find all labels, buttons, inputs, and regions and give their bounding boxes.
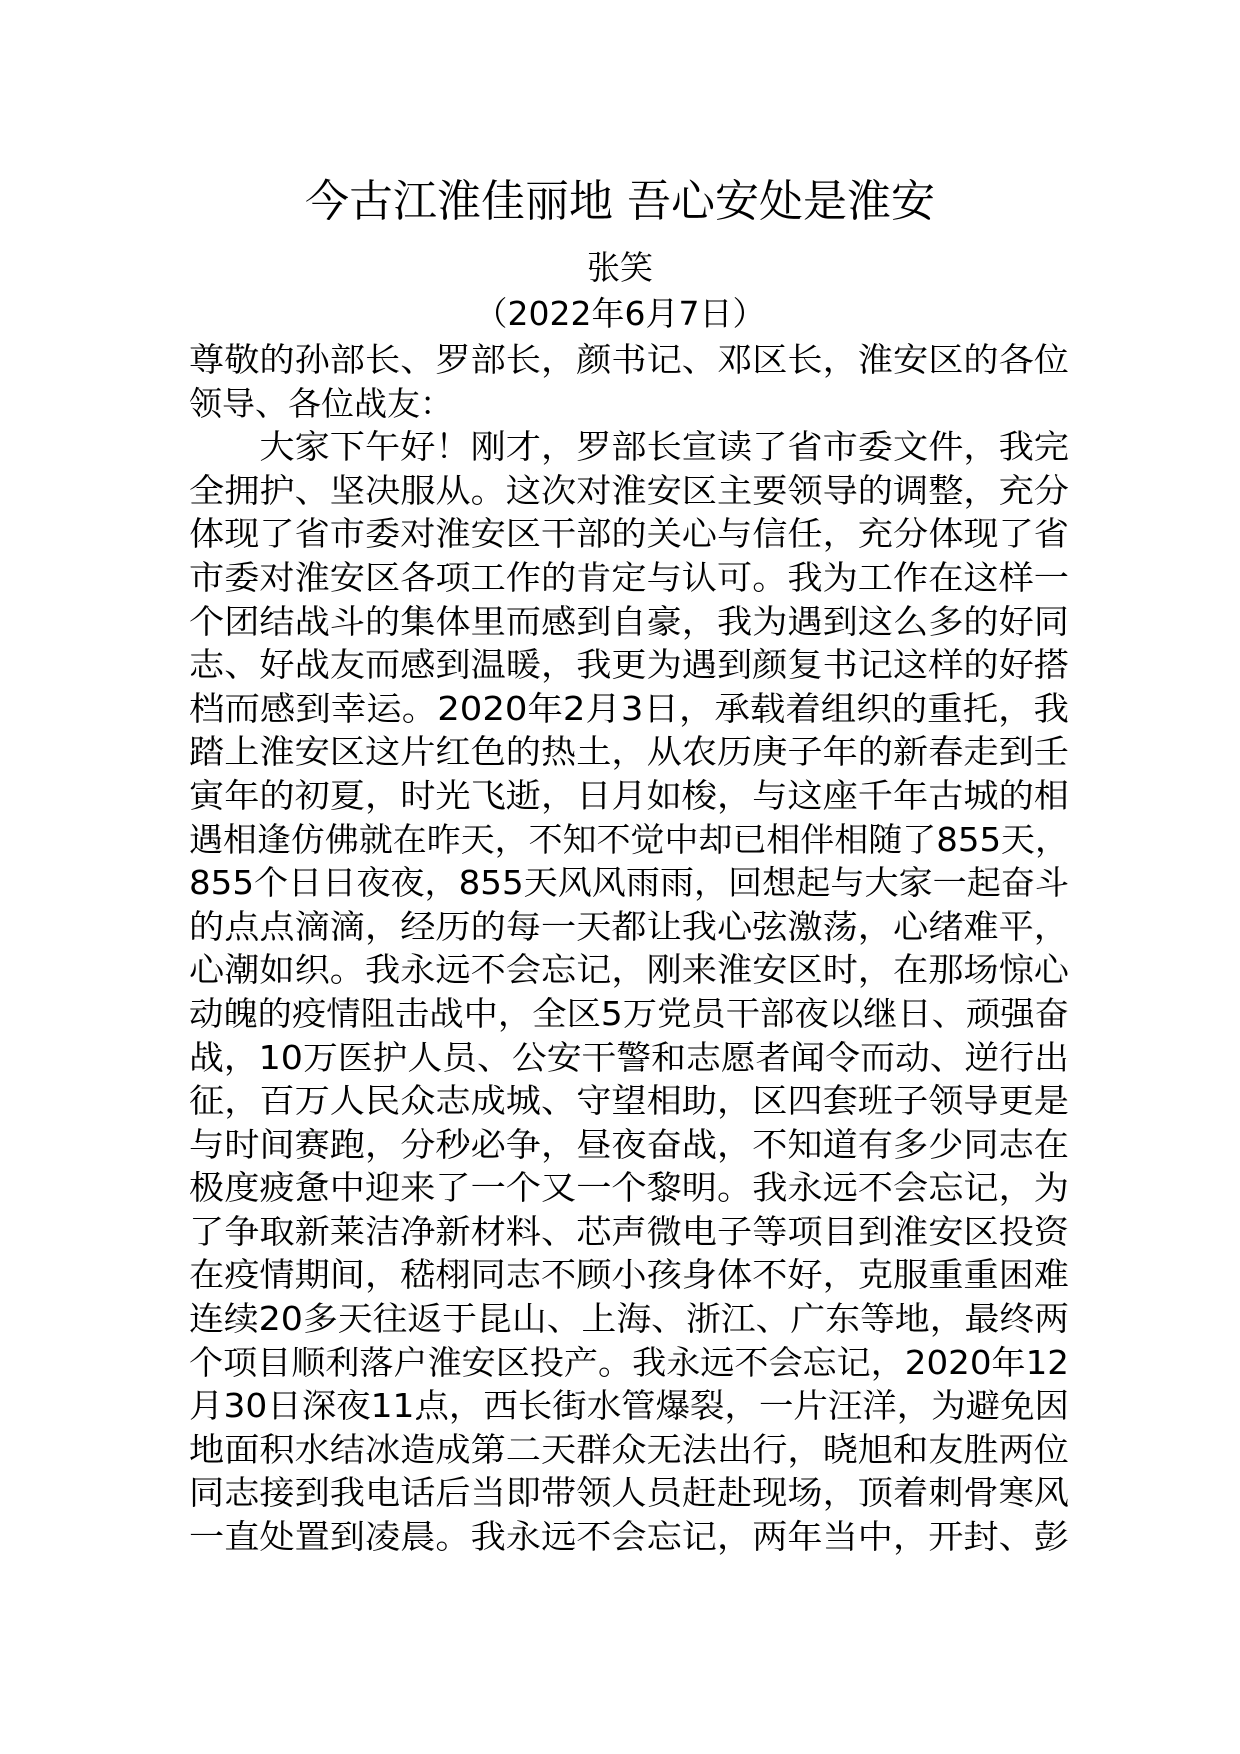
speech-body: [189, 338, 1069, 1559]
body-line: [189, 1166, 1069, 1210]
body-line-text: 连续20多天往返于昆山、上海、浙江、广东等地，最终两: [189, 1299, 1069, 1339]
body-line: [189, 1297, 1069, 1341]
body-line-text: 动魄的疫情阻击战中，全区5万党员干部夜以继日、顽强奋: [189, 993, 1069, 1033]
body-line: [189, 1471, 1069, 1515]
body-line: [189, 774, 1069, 818]
body-line: [189, 1079, 1069, 1123]
body-line-text: 体现了省市委对淮安区干部的关心与信任，充分体现了省: [189, 514, 1069, 554]
body-line: [189, 687, 1069, 731]
body-line-text: 个项目顺利落户淮安区投产。我永远不会忘记，2020年12: [189, 1342, 1069, 1382]
body-line-text: 大家下午好！刚才，罗部长宣读了省市委文件，我完: [189, 427, 1069, 467]
body-line: [189, 730, 1069, 774]
body-line: [189, 600, 1069, 644]
body-line: [189, 992, 1069, 1036]
body-line: [189, 861, 1069, 905]
body-line-text: 遇相逢仿佛就在昨天，不知不觉中却已相伴相随了855天，: [189, 819, 1069, 859]
body-line: [189, 425, 1069, 469]
body-line: [189, 948, 1069, 992]
body-line-text: 极度疲惫中迎来了一个又一个黎明。我永远不会忘记，为: [189, 1168, 1069, 1208]
body-line-text: 的点点滴滴，经历的每一天都让我心弦激荡，心绪难平，: [189, 906, 1069, 946]
body-line-text: 档而感到幸运。2020年2月3日，承载着组织的重托，我: [189, 688, 1069, 728]
body-line-text: 地面积水结冰造成第二天群众无法出行，晓旭和友胜两位: [189, 1429, 1069, 1469]
body-line: [189, 1384, 1069, 1428]
body-line-text: 在疫情期间，嵇栩同志不顾小孩身体不好，克服重重困难: [189, 1255, 1069, 1295]
body-line: [189, 1515, 1069, 1559]
body-line: [189, 643, 1069, 687]
body-line-text: 与时间赛跑，分秒必争，昼夜奋战，不知道有多少同志在: [189, 1124, 1069, 1164]
body-line-text: 心潮如织。我永远不会忘记，刚来淮安区时，在那场惊心: [189, 950, 1069, 990]
body-line-text: 个团结战斗的集体里而感到自豪，我为遇到这么多的好同: [189, 601, 1069, 641]
body-line-text: 一直处置到凌晨。我永远不会忘记，两年当中，开封、彭: [189, 1517, 1069, 1557]
body-line: [189, 818, 1069, 862]
speech-date: （2022年6月7日）: [474, 294, 766, 333]
body-line: [189, 1428, 1069, 1472]
body-line-text: 尊敬的孙部长、罗部长，颜书记、邓区长，淮安区的各位: [189, 340, 1069, 379]
body-line-text: 领导、各位战友：: [189, 383, 453, 423]
body-line-text: 月30日深夜11点，西长街水管爆裂，一片汪洋，为避免因: [189, 1386, 1069, 1426]
body-line-text: 855个日日夜夜，855天风风雨雨，回想起与大家一起奋斗: [189, 863, 1069, 903]
body-line-text: 志、好战友而感到温暖，我更为遇到颜复书记这样的好搭: [189, 645, 1069, 685]
body-line-text: 战，10万医护人员、公安干警和志愿者闻令而动、逆行出: [189, 1037, 1069, 1077]
body-line-text: 征，百万人民众志成城、守望相助，区四套班子领导更是: [189, 1081, 1069, 1121]
body-line-text: 全拥护、坚决服从。这次对淮安区主要领导的调整，充分: [189, 470, 1069, 510]
body-line: [189, 512, 1069, 556]
body-line: [189, 338, 1069, 382]
body-line: [189, 1253, 1069, 1297]
body-line: [189, 1210, 1069, 1254]
body-line-text: 市委对淮安区各项工作的肯定与认可。我为工作在这样一: [189, 557, 1069, 597]
body-line: [189, 1123, 1069, 1167]
body-line-text: 踏上淮安区这片红色的热土，从农历庚子年的新春走到壬: [189, 732, 1069, 772]
body-line: [189, 1341, 1069, 1385]
body-line-text: 了争取新莱洁净新材料、芯声微电子等项目到淮安区投资: [189, 1211, 1069, 1251]
body-line-text: 寅年的初夏，时光飞逝，日月如梭，与这座千年古城的相: [189, 775, 1069, 815]
body-line: [189, 382, 1069, 426]
author-name: 张笑: [587, 248, 653, 287]
document-title: 今古江淮佳丽地 吾心安处是淮安: [305, 176, 935, 227]
body-line: [189, 1036, 1069, 1080]
body-line: [189, 556, 1069, 600]
body-line: [189, 905, 1069, 949]
body-line-text: 同志接到我电话后当即带领人员赶赴现场，顶着刺骨寒风: [189, 1473, 1069, 1513]
body-line: [189, 469, 1069, 513]
